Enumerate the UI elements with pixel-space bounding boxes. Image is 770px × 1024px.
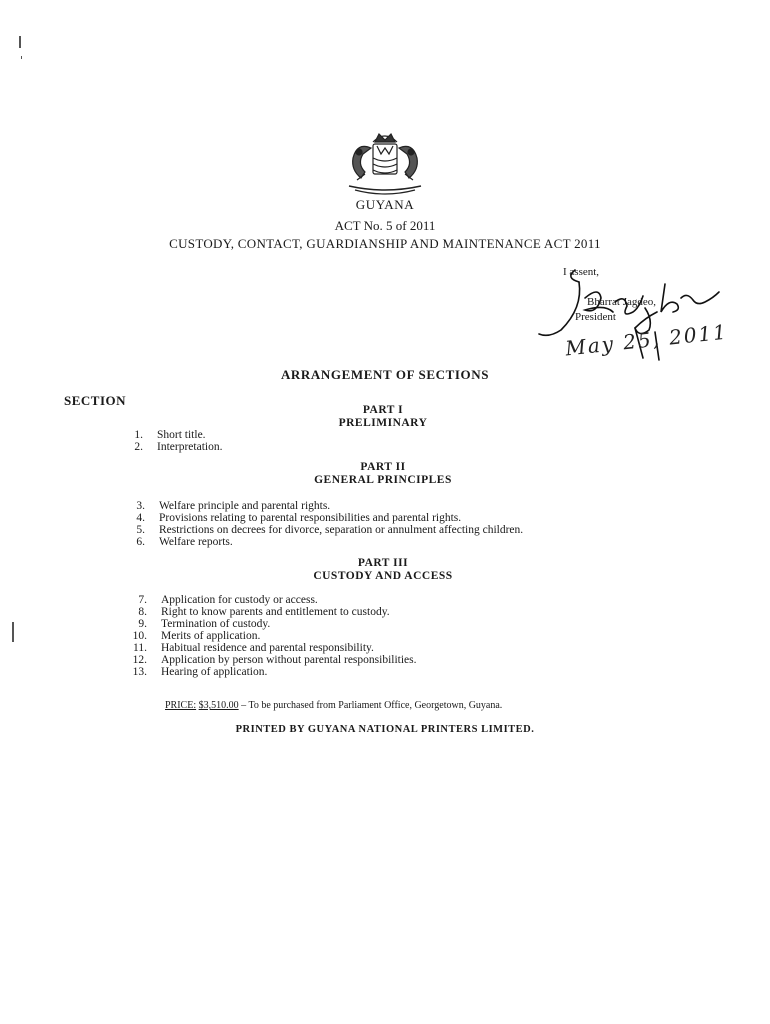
part-ii-heading bbox=[283, 461, 483, 487]
section-number: 1. bbox=[134, 429, 143, 441]
section-title: Application by person without parental responsibilities. bbox=[161, 654, 417, 666]
list-item bbox=[136, 512, 462, 524]
list-item bbox=[132, 666, 268, 678]
section-number: 6. bbox=[136, 536, 145, 548]
section-number: 13. bbox=[132, 666, 147, 678]
section-number: 4. bbox=[136, 512, 145, 524]
price-note: – To be purchased from Parliament Office, Georgetown, Guyana. bbox=[241, 700, 503, 711]
section-title: Termination of custody. bbox=[161, 618, 271, 630]
section-number: 12. bbox=[132, 654, 147, 666]
list-item bbox=[133, 642, 374, 654]
list-item bbox=[138, 594, 318, 606]
arrangement-heading: ARRANGEMENT OF SECTIONS bbox=[280, 367, 490, 382]
section-number: 11. bbox=[133, 642, 147, 654]
part-i-heading bbox=[283, 404, 483, 430]
scan-speck bbox=[21, 56, 22, 59]
section-title: Interpretation. bbox=[157, 441, 223, 453]
country-title: GUYANA bbox=[355, 197, 415, 212]
act-number: ACT No. 5 of 2011 bbox=[334, 218, 436, 233]
section-title: Welfare principle and parental rights. bbox=[159, 500, 331, 512]
assent-role: President bbox=[575, 311, 616, 323]
section-title: Short title. bbox=[157, 429, 206, 441]
part-label: PART I bbox=[362, 404, 404, 416]
list-item bbox=[138, 618, 271, 630]
price-line bbox=[165, 700, 502, 711]
section-title: Hearing of application. bbox=[161, 666, 268, 678]
list-item bbox=[132, 654, 417, 666]
handwritten-date: May 25, 2011 bbox=[564, 319, 729, 361]
scan-speck bbox=[19, 36, 21, 48]
part-title: CUSTODY AND ACCESS bbox=[313, 570, 453, 582]
list-item bbox=[136, 524, 524, 536]
section-number: 10. bbox=[132, 630, 147, 642]
list-item bbox=[134, 429, 206, 441]
section-number: 9. bbox=[138, 618, 147, 630]
price-label: PRICE: bbox=[165, 700, 197, 711]
section-number: 2. bbox=[134, 441, 143, 453]
section-number: 8. bbox=[138, 606, 147, 618]
price-value: $3,510.00 bbox=[198, 700, 239, 711]
list-item bbox=[134, 441, 223, 453]
section-title: Habitual residence and parental responsibility. bbox=[161, 642, 374, 654]
section-column-heading: SECTION bbox=[64, 393, 127, 408]
part-label: PART II bbox=[360, 461, 406, 473]
part-title: PRELIMINARY bbox=[338, 417, 428, 429]
section-title: Application for custody or access. bbox=[161, 594, 318, 606]
part-label: PART III bbox=[357, 557, 409, 569]
printer-line: PRINTED BY GUYANA NATIONAL PRINTERS LIMITED. bbox=[235, 724, 535, 735]
section-title: Provisions relating to parental responsibilities and parental rights. bbox=[159, 512, 462, 524]
section-number: 3. bbox=[136, 500, 145, 512]
section-title: Right to know parents and entitlement to custody. bbox=[161, 606, 390, 618]
list-item bbox=[136, 500, 331, 512]
list-item bbox=[132, 630, 261, 642]
section-title: Welfare reports. bbox=[159, 536, 233, 548]
act-title: CUSTODY, CONTACT, GUARDIANSHIP AND MAINTENANCE ACT 2011 bbox=[169, 236, 601, 251]
assent-line: I assent, bbox=[563, 266, 600, 278]
section-title: Merits of application. bbox=[161, 630, 261, 642]
part-iii-heading bbox=[283, 557, 483, 583]
list-item bbox=[138, 606, 390, 618]
section-number: 7. bbox=[138, 594, 147, 606]
coat-of-arms-emblem bbox=[335, 128, 435, 198]
part-title: GENERAL PRINCIPLES bbox=[314, 474, 452, 486]
section-title: Restrictions on decrees for divorce, separation or annulment affecting children. bbox=[159, 524, 524, 536]
section-number: 5. bbox=[136, 524, 145, 536]
assent-name: Bharrat Jagdeo, bbox=[587, 296, 657, 308]
list-item bbox=[136, 536, 233, 548]
scan-speck bbox=[12, 622, 14, 642]
